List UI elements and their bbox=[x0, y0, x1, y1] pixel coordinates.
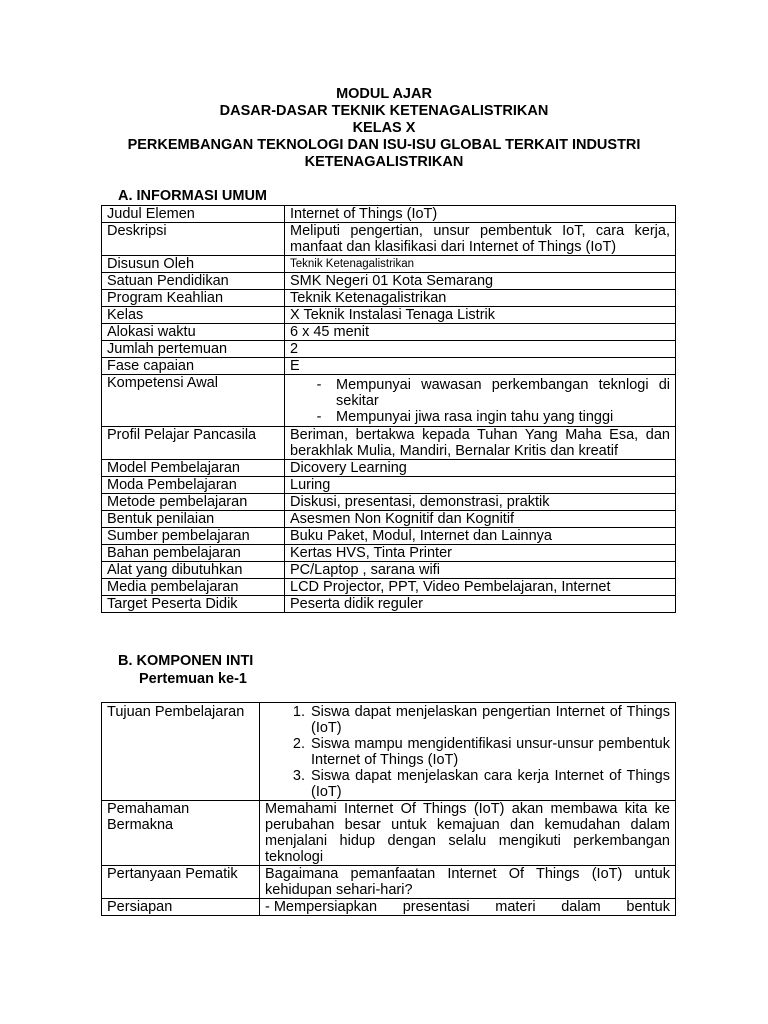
list-item bbox=[290, 377, 670, 409]
row-label: Alat yang dibutuhkan bbox=[102, 562, 285, 579]
row-value: Luring bbox=[285, 477, 676, 494]
table-row bbox=[102, 358, 676, 375]
row-value: Buku Paket, Modul, Internet dan Lainnya bbox=[285, 528, 676, 545]
row-value: Asesmen Non Kognitif dan Kognitif bbox=[285, 511, 676, 528]
row-value bbox=[260, 703, 676, 801]
row-label: Bentuk penilaian bbox=[102, 511, 285, 528]
document-title bbox=[90, 86, 678, 171]
row-label: Metode pembelajaran bbox=[102, 494, 285, 511]
text-part: materi bbox=[495, 899, 536, 915]
row-value: SMK Negeri 01 Kota Semarang bbox=[285, 273, 676, 290]
row-label: Profil Pelajar Pancasila bbox=[102, 427, 285, 460]
table-row bbox=[102, 223, 676, 256]
list-item-text: Siswa dapat menjelaskan cara kerja Internet of Things (IoT) bbox=[311, 768, 670, 800]
row-label: Judul Elemen bbox=[102, 206, 285, 223]
table-row bbox=[102, 273, 676, 290]
row-label: Fase capaian bbox=[102, 358, 285, 375]
row-label: Model Pembelajaran bbox=[102, 460, 285, 477]
informasi-umum-table bbox=[101, 205, 676, 613]
table-row bbox=[102, 477, 676, 494]
title-line-4: PERKEMBANGAN TEKNOLOGI DAN ISU-ISU GLOBAL TERKAIT INDUSTRI bbox=[127, 137, 641, 153]
section-b-subheading: Pertemuan ke-1 bbox=[139, 671, 247, 687]
dash-bullet: - bbox=[316, 409, 322, 425]
row-value bbox=[285, 375, 676, 427]
list-item-text: Mempunyai jiwa rasa ingin tahu yang tinggi bbox=[336, 409, 614, 425]
komponen-inti-table bbox=[101, 702, 676, 916]
title-line-3: KELAS X bbox=[352, 120, 416, 136]
list-number: 1. bbox=[292, 704, 305, 720]
table-row bbox=[102, 324, 676, 341]
row-value: Memahami Internet Of Things (IoT) akan membawa kita ke perubahan besar untuk kemajuan dan kemudahan dalam menjalani hidup dengan selalu mengikuti perkembangan teknologi bbox=[260, 801, 676, 866]
row-label: Jumlah pertemuan bbox=[102, 341, 285, 358]
text-part: presentasi bbox=[402, 899, 470, 915]
row-value: 6 x 45 menit bbox=[285, 324, 676, 341]
row-label: Deskripsi bbox=[102, 223, 285, 256]
row-value: Kertas HVS, Tinta Printer bbox=[285, 545, 676, 562]
table-row bbox=[102, 427, 676, 460]
row-value: X Teknik Instalasi Tenaga Listrik bbox=[285, 307, 676, 324]
row-label: Media pembelajaran bbox=[102, 579, 285, 596]
table-row bbox=[102, 703, 676, 801]
table-row bbox=[102, 256, 676, 273]
row-label: Satuan Pendidikan bbox=[102, 273, 285, 290]
row-label: Kompetensi Awal bbox=[102, 375, 285, 427]
row-label: Alokasi waktu bbox=[102, 324, 285, 341]
list-item bbox=[290, 409, 670, 425]
row-label: Tujuan Pembelajaran bbox=[102, 703, 260, 801]
row-label: Moda Pembelajaran bbox=[102, 477, 285, 494]
table-row bbox=[102, 801, 676, 866]
row-value: Peserta didik reguler bbox=[285, 596, 676, 613]
list-number: 3. bbox=[292, 768, 305, 784]
row-label: Sumber pembelajaran bbox=[102, 528, 285, 545]
row-label: Target Peserta Didik bbox=[102, 596, 285, 613]
row-value: LCD Projector, PPT, Video Pembelajaran, Internet bbox=[285, 579, 676, 596]
table-row bbox=[102, 460, 676, 477]
table-row bbox=[102, 494, 676, 511]
row-label: Persiapan bbox=[102, 899, 260, 916]
table-row bbox=[102, 545, 676, 562]
section-a-heading: A. INFORMASI UMUM bbox=[118, 188, 268, 204]
table-row bbox=[102, 307, 676, 324]
row-label: Program Keahlian bbox=[102, 290, 285, 307]
list-item-text: Siswa dapat menjelaskan pengertian Internet of Things (IoT) bbox=[311, 704, 670, 736]
row-value: Teknik Ketenagalistrikan bbox=[285, 290, 676, 307]
list-number: 2. bbox=[292, 736, 305, 752]
row-label: Pertanyaan Pematik bbox=[102, 866, 260, 899]
table-row bbox=[102, 579, 676, 596]
row-value: Diskusi, presentasi, demonstrasi, praktik bbox=[285, 494, 676, 511]
list-item-text: Siswa mampu mengidentifikasi unsur-unsur pembentuk Internet of Things (IoT) bbox=[311, 736, 670, 768]
list-item-text: Mempunyai wawasan perkembangan teknlogi di sekitar bbox=[336, 377, 670, 409]
kompetensi-list bbox=[290, 377, 670, 425]
table-row bbox=[102, 596, 676, 613]
row-value bbox=[260, 899, 676, 916]
row-value: Dicovery Learning bbox=[285, 460, 676, 477]
title-line-1: MODUL AJAR bbox=[336, 86, 432, 102]
table-row bbox=[102, 866, 676, 899]
dash-bullet: - bbox=[316, 377, 322, 393]
row-label: Pemahaman Bermakna bbox=[102, 801, 260, 866]
list-item bbox=[265, 704, 670, 736]
table-row bbox=[102, 899, 676, 916]
row-label: Bahan pembelajaran bbox=[102, 545, 285, 562]
tujuan-list bbox=[265, 704, 670, 800]
row-value: Bagaimana pemanfaatan Internet Of Things (IoT) untuk kehidupan sehari-hari? bbox=[260, 866, 676, 899]
table-row bbox=[102, 562, 676, 579]
row-value: Meliputi pengertian, unsur pembentuk IoT, cara kerja, manfaat dan klasifikasi dari Internet of Things (IoT) bbox=[285, 223, 676, 256]
table-row bbox=[102, 375, 676, 427]
table-row bbox=[102, 528, 676, 545]
table-row bbox=[102, 511, 676, 528]
section-b-heading: B. KOMPONEN INTI bbox=[118, 653, 254, 669]
row-label: Kelas bbox=[102, 307, 285, 324]
list-item bbox=[265, 736, 670, 768]
text-part: dalam bbox=[561, 899, 601, 915]
text-part: bentuk bbox=[626, 899, 670, 915]
row-value: PC/Laptop , sarana wifi bbox=[285, 562, 676, 579]
row-value: Teknik Ketenagalistrikan bbox=[285, 256, 676, 273]
table-row bbox=[102, 206, 676, 223]
table-row bbox=[102, 290, 676, 307]
row-value: Internet of Things (IoT) bbox=[285, 206, 676, 223]
row-value: 2 bbox=[285, 341, 676, 358]
row-label: Disusun Oleh bbox=[102, 256, 285, 273]
row-value: E bbox=[285, 358, 676, 375]
table-row bbox=[102, 341, 676, 358]
list-item bbox=[265, 768, 670, 800]
text-part: - Mempersiapkan bbox=[265, 899, 378, 915]
persiapan-text bbox=[265, 899, 670, 915]
title-line-2: DASAR-DASAR TEKNIK KETENAGALISTRIKAN bbox=[219, 103, 549, 119]
row-value: Beriman, bertakwa kepada Tuhan Yang Maha Esa, dan berakhlak Mulia, Mandiri, Bernalar Kritis dan kreatif bbox=[285, 427, 676, 460]
title-line-5: KETENAGALISTRIKAN bbox=[304, 154, 464, 170]
